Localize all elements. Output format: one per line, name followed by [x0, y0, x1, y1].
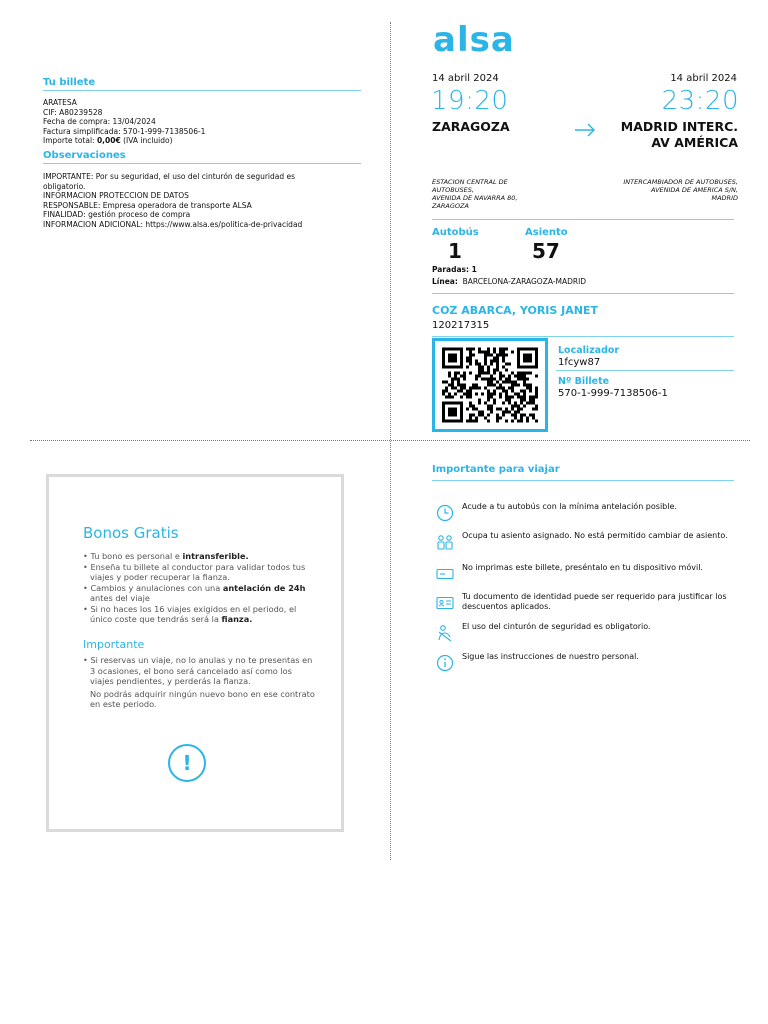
ticket-info-title: Tu billete: [43, 77, 96, 88]
destination-city: MADRID INTERC. AV AMÉRICA: [620, 119, 738, 150]
ticket-icon: [436, 565, 454, 583]
passenger-id: 120217315: [432, 320, 490, 331]
arrival-date: 14 abril 2024: [670, 73, 737, 84]
bonos-list: [83, 551, 313, 625]
travel-tip-text: Tu documento de identidad puede ser requerido para justificar los descuentos aplicados.: [462, 592, 727, 611]
info-line: ARATESA: [43, 98, 77, 107]
seat-icon: [436, 533, 454, 551]
stops: Paradas: 1: [432, 265, 477, 274]
departure-time: 19:20: [431, 86, 509, 116]
bus-label: Autobús: [432, 227, 479, 238]
passenger-name: COZ ABARCA, YORIS JANET: [432, 304, 598, 317]
obs-line: obligatorio.: [43, 181, 86, 191]
departure-date: 14 abril 2024: [432, 73, 499, 84]
info-line: CIF: A80239528: [43, 107, 103, 117]
bonos-item: • Cambios y anulaciones con una antelación de 24h antes del viaje: [83, 582, 306, 603]
clock-icon: [436, 504, 454, 522]
important-travel-title: Importante para viajar: [432, 464, 560, 475]
bonos-important-item: • Si reservas un viaje, no lo anulas y no te presentas en 3 ocasiones, el bono será cancelado así como los viajes pendientes, y perderás la fianza.: [83, 655, 313, 686]
divider: [432, 336, 734, 337]
divider: [556, 370, 734, 371]
seat-label: Asiento: [525, 227, 568, 238]
bonos-item: • Enseña tu billete al conductor para validar todos tus viajes y poder recuperar la fianza.: [83, 561, 306, 582]
qr-code-frame: [432, 338, 548, 432]
obs-line: IMPORTANTE: Por su seguridad, el uso del cinturón de seguridad es: [43, 172, 296, 181]
qr-code: [442, 347, 538, 423]
id-card-icon: [436, 594, 454, 612]
arrow-right-icon: [574, 123, 596, 137]
obs-line: INFORMACION PROTECCION DE DATOS: [43, 191, 189, 200]
origin-city: ZARAGOZA: [432, 119, 510, 134]
divider: [43, 163, 361, 164]
travel-tip-text: Acude a tu autobús con la mínima antelación posible.: [462, 502, 677, 511]
divider: [43, 90, 361, 91]
observaciones-title: Observaciones: [43, 150, 126, 161]
ticket-number-label: Nº Billete: [558, 376, 610, 387]
travel-tip-text: No imprimas este billete, preséntalo en tu dispositivo móvil.: [462, 563, 703, 572]
ticket-info-block: [43, 98, 363, 146]
divider: [432, 219, 734, 220]
divider: [432, 293, 734, 294]
horizontal-fold-line: [30, 440, 750, 441]
ticket-number-value: 570-1-999-7138506-1: [558, 388, 668, 399]
destination-address: INTERCAMBIADOR DE AUTOBUSES, AVENIDA DE AMERICA S/N, MADRID: [623, 178, 738, 202]
obs-line: INFORMACION ADICIONAL: https://www.alsa.es/politica-de-privacidad: [43, 219, 303, 229]
info-icon: [436, 654, 454, 672]
obs-line: RESPONSABLE: Empresa operadora de transporte ALSA: [43, 200, 252, 210]
travel-tip-text: El uso del cinturón de seguridad es obligatorio.: [462, 622, 651, 631]
locator-value: 1fcyw87: [558, 357, 601, 368]
bonos-important-title: Importante: [83, 638, 145, 651]
info-line: Factura simplificada: 570-1-999-7138506-1: [43, 126, 206, 136]
bonos-item: • Si no haces los 16 viajes exigidos en el periodo, el único coste que tendrás será la fianza.: [83, 603, 297, 624]
info-line: Fecha de compra: 13/04/2024: [43, 117, 156, 126]
origin-address: ESTACION CENTRAL DE AUTOBUSES, AVENIDA DE NAVARRA 80, ZARAGOZA: [432, 178, 518, 210]
bonos-important-note: No podrás adquirir ningún nuevo bono en ese contrato en este periodo.: [90, 688, 315, 709]
travel-tip-text: Sigue las instrucciones de nuestro personal.: [462, 652, 639, 661]
observaciones-block: [43, 172, 373, 229]
bonos-gratis-panel: [46, 474, 344, 832]
bonos-important-block: [83, 655, 315, 710]
bonos-title: Bonos Gratis: [83, 524, 179, 542]
bonos-item: • Tu bono es personal e intransferible.: [83, 551, 249, 561]
divider: [432, 480, 734, 481]
alert-icon: !: [168, 744, 206, 782]
alsa-logo: alsa: [433, 20, 515, 60]
locator-label: Localizador: [558, 345, 620, 356]
seatbelt-icon: [436, 624, 454, 642]
obs-line: FINALIDAD: gestión proceso de compra: [43, 210, 191, 219]
route-line: Línea: BARCELONA-ZARAGOZA-MADRID: [432, 277, 587, 286]
vertical-fold-line: [390, 22, 391, 860]
seat-number: 57: [532, 239, 560, 263]
importe-value: 0,00€: [96, 136, 121, 145]
bus-number: 1: [448, 239, 462, 263]
arrival-time: 23:20: [661, 86, 739, 116]
travel-tip-text: Ocupa tu asiento asignado. No está permitido cambiar de asiento.: [462, 531, 728, 540]
importe-line: Importe total: 0,00€ (IVA incluido): [43, 136, 173, 145]
